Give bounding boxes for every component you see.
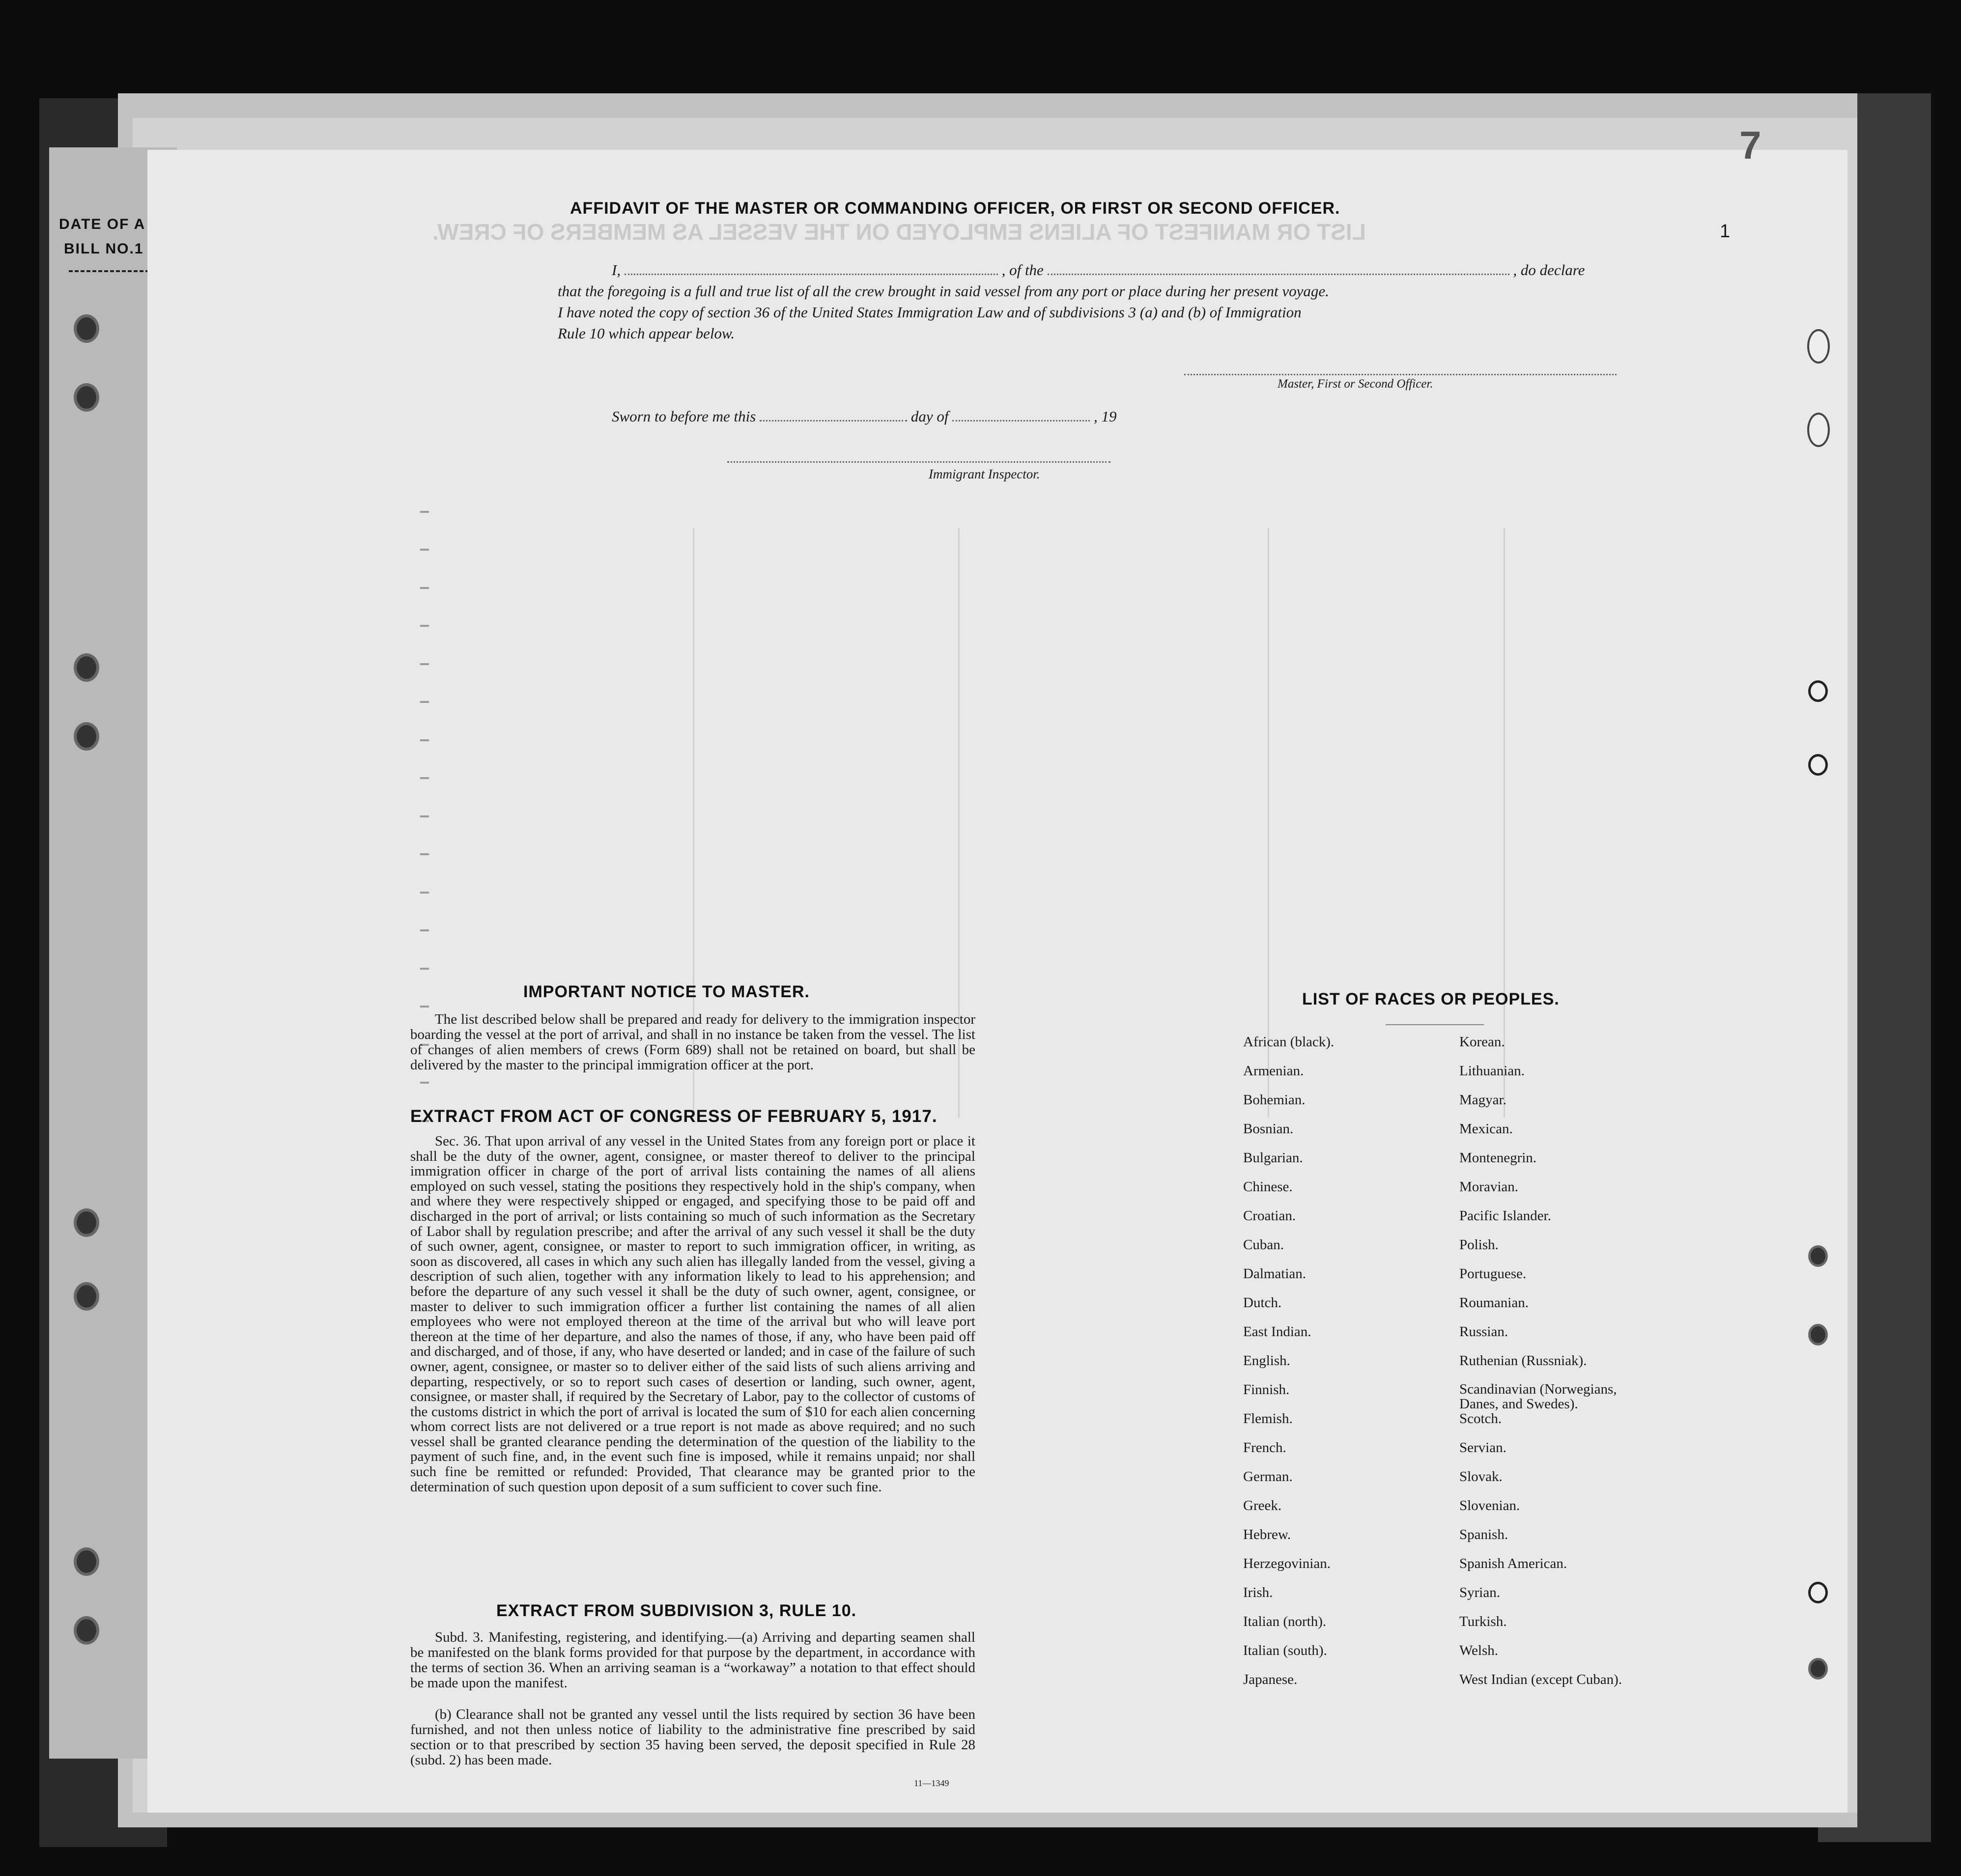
race-item: Dutch. xyxy=(1243,1295,1282,1311)
race-item: East Indian. xyxy=(1243,1324,1311,1340)
binder-hole xyxy=(74,1208,99,1237)
race-item: Dalmatian. xyxy=(1243,1266,1307,1282)
race-item: Herzegovinian. xyxy=(1243,1556,1331,1571)
ghost-row-mark xyxy=(420,701,429,703)
races-right-column xyxy=(1459,1034,1656,1701)
binder-hole xyxy=(74,722,99,751)
race-item: Syrian. xyxy=(1459,1585,1500,1600)
race-item: Turkish. xyxy=(1459,1614,1507,1629)
page-hole xyxy=(1807,329,1830,364)
page-hole xyxy=(1808,754,1828,776)
race-item: Slovenian. xyxy=(1459,1498,1520,1513)
race-item: Italian (north). xyxy=(1243,1614,1327,1629)
race-item: Scandinavian (Norwegians, Danes, and Swedes). xyxy=(1459,1381,1617,1412)
stub-label-date: DATE OF A xyxy=(59,216,146,232)
margin-scrawl: 7 xyxy=(1739,123,1762,167)
race-item: Mexican. xyxy=(1459,1121,1513,1137)
race-item: Armenian. xyxy=(1243,1063,1304,1079)
page-hole xyxy=(1808,1245,1828,1267)
ghost-row-mark xyxy=(420,929,429,931)
ghost-row-mark xyxy=(420,587,429,589)
races-title-rule xyxy=(1386,1024,1484,1025)
binder-hole xyxy=(74,653,99,682)
signature-label: Master, First or Second Officer. xyxy=(1278,377,1433,391)
ghost-row-mark xyxy=(420,892,429,894)
affidavit-line-3: I have noted the copy of section 36 of the United States Immigration Law and of subdivisions 3 (a) and (b) of Immigration xyxy=(558,304,1302,321)
ghost-row-mark xyxy=(420,1082,429,1084)
ghost-row-mark xyxy=(420,1006,429,1008)
ghost-row-mark xyxy=(420,663,429,665)
race-item: Ruthenian (Russniak). xyxy=(1459,1353,1587,1369)
race-item: Flemish. xyxy=(1243,1411,1293,1427)
affidavit-declare-label: , do declare xyxy=(1513,261,1585,279)
ghost-row-mark xyxy=(420,739,429,741)
binder-hole xyxy=(74,314,99,343)
race-item: African (black). xyxy=(1243,1034,1335,1050)
race-item: Pacific Islander. xyxy=(1459,1208,1551,1224)
race-item: Scotch. xyxy=(1459,1411,1502,1427)
race-item: Montenegrin. xyxy=(1459,1150,1537,1166)
race-item: Japanese. xyxy=(1243,1672,1298,1687)
race-item: Servian. xyxy=(1459,1440,1506,1456)
race-item: Irish. xyxy=(1243,1585,1273,1600)
race-item: Spanish American. xyxy=(1459,1556,1567,1571)
affidavit-of-the-label: , of the xyxy=(1001,261,1044,279)
race-item: Russian. xyxy=(1459,1324,1508,1340)
manifest-page xyxy=(147,123,1847,1813)
affidavit-line-2: that the foregoing is a full and true list of all the crew brought in said vessel from any port or place during her present voyage. xyxy=(558,282,1329,300)
notice-title: IMPORTANT NOTICE TO MASTER. xyxy=(523,982,810,1001)
vessel-name-blank xyxy=(1048,272,1509,275)
sworn-day-blank xyxy=(760,418,907,421)
affidavit-title: AFFIDAVIT OF THE MASTER OR COMMANDING OFFICER, OR FIRST OR SECOND OFFICER. xyxy=(570,199,1340,218)
race-item: Korean. xyxy=(1459,1034,1505,1050)
ghost-row-mark xyxy=(420,815,429,817)
race-item: Slovak. xyxy=(1459,1469,1503,1484)
ghost-row-mark xyxy=(420,549,429,551)
race-item: French. xyxy=(1243,1440,1286,1456)
race-item: Bulgarian. xyxy=(1243,1150,1303,1166)
race-item: Moravian. xyxy=(1459,1179,1518,1195)
stub-label-bill: BILL NO.1 xyxy=(64,241,144,257)
bleed-through-title: LIST OR MANIFEST OF ALIENS EMPLOYED ON THE VESSEL AS MEMBERS OF CREW. xyxy=(432,219,1366,245)
rule-subd-a: Subd. 3. Manifesting, registering, and identifying.—(a) Arriving and departing seamen shall be manifested on the blank forms provided for that purpose by the department, in accordance with the terms of section 36. When an arriving seaman is a “workaway” a notation to that effect should be made upon the manifest. xyxy=(410,1629,975,1691)
race-item: Croatian. xyxy=(1243,1208,1296,1224)
form-number: 11—1349 xyxy=(914,1778,949,1788)
binder-hole xyxy=(74,1547,99,1576)
race-item: German. xyxy=(1243,1469,1293,1484)
page-hole xyxy=(1808,1324,1828,1345)
master-name-blank xyxy=(625,272,998,275)
act-body: Sec. 36. That upon arrival of any vessel in the United States from any foreign port or place it shall be the duty of the owner, agent, consignee, or master thereof to deliver to the principal immigration officer in charge of the port of arrival lists containing the names of all aliens employed on such vessel, stating the positions they respectively hold in the ship's company, when and where they were respectively shipped or engaged, and specifying those to be paid off and discharged in the port of arrival; or lists containing so much of such information as the Secretary of Labor shall by regulation prescribe; and after the arrival of any such vessel it shall be the duty of such owner, agent, consignee, or master to report to such immigration officer, in writing, as soon as discovered, all cases in which any such alien has illegally landed from the vessel, giving a description of such alien, together with any information likely to lead to his apprehension; and before the departure of any such vessel it shall be the duty of such owner, agent, consignee, or master to deliver to such immigration officer a further list containing the names of all alien employees who were not employed thereon at the time of the arrival but who will leave port thereon at the time of her departure, and also the names of those, if any, who have been paid off and discharged, and of those, if any, who have deserted or landed; and in case of the failure of such owner, agent, consignee, or master so to deliver either of the said lists of such aliens arriving and departing, respectively, or so to report such cases of desertion or landing, such owner, agent, consignee, or master shall, if required by the Secretary of Labor, pay to the collector of customs of the customs district in which the port of arrival is located the sum of $10 for each alien concerning whom correct lists are not delivered or a true report is not made as above required; and no such vessel shall be granted clearance pending the determination of the question of the liability to the payment of such fine, and, in the event such fine is imposed, while it remains unpaid; nor shall such fine be remitted or refunded: Provided, That clearance may be granted prior to the determination of such question upon deposit of a sum sufficient to cover such fine. xyxy=(410,1133,975,1495)
act-title: EXTRACT FROM ACT OF CONGRESS OF FEBRUARY 5, 1917. xyxy=(410,1107,938,1126)
race-item: Bohemian. xyxy=(1243,1092,1306,1108)
notice-body: The list described below shall be prepared and ready for delivery to the immigration inspector boarding the vessel at the port of arrival, and shall in no instance be taken from the vessel. The list of changes of alien members of crews (Form 689) shall not be retained on board, but shall be delivered by the master to the principal immigration officer at the port. xyxy=(410,1011,975,1073)
margin-mark: 1 xyxy=(1720,221,1731,242)
day-of-label: day of xyxy=(910,408,949,425)
rule-title: EXTRACT FROM SUBDIVISION 3, RULE 10. xyxy=(496,1601,857,1620)
race-item: Portuguese. xyxy=(1459,1266,1527,1282)
binder-hole xyxy=(74,383,99,412)
binder-hole xyxy=(74,1282,99,1311)
ghost-row-mark xyxy=(420,625,429,627)
races-title: LIST OF RACES OR PEOPLES. xyxy=(1302,990,1560,1008)
race-item: Magyar. xyxy=(1459,1092,1506,1108)
page-hole xyxy=(1807,413,1830,447)
ghost-row-mark xyxy=(420,968,429,970)
race-item: Chinese. xyxy=(1243,1179,1293,1195)
ghost-row-mark xyxy=(420,777,429,779)
race-item: Spanish. xyxy=(1459,1527,1508,1542)
ghost-row-mark xyxy=(420,853,429,855)
page-hole xyxy=(1808,1582,1828,1603)
race-item: West Indian (except Cuban). xyxy=(1459,1672,1622,1687)
race-item: Italian (south). xyxy=(1243,1643,1327,1658)
binder-hole xyxy=(74,1616,99,1645)
ghost-row-mark xyxy=(420,511,429,513)
race-item: Roumanian. xyxy=(1459,1295,1529,1311)
race-item: Finnish. xyxy=(1243,1382,1290,1398)
signature-blank xyxy=(1184,372,1617,375)
ghost-column-line xyxy=(1268,528,1269,1118)
race-item: Hebrew. xyxy=(1243,1527,1291,1542)
page-hole xyxy=(1808,1658,1828,1680)
inspector-signature-blank xyxy=(727,459,1110,463)
year-label: , 19 xyxy=(1093,408,1117,425)
race-item: Greek. xyxy=(1243,1498,1282,1513)
ghost-column-line xyxy=(1504,528,1505,1118)
affidavit-line-4: Rule 10 which appear below. xyxy=(558,325,735,342)
races-left-column xyxy=(1243,1034,1334,1701)
race-item: English. xyxy=(1243,1353,1290,1369)
race-item: Welsh. xyxy=(1459,1643,1499,1658)
sworn-month-blank xyxy=(952,418,1090,421)
affidavit-i-label: I, xyxy=(612,261,621,279)
page-hole xyxy=(1808,680,1828,702)
inspector-label: Immigrant Inspector. xyxy=(929,467,1040,481)
rule-subd-b: (b) Clearance shall not be granted any vessel until the lists required by section 36 have been furnished, and not then unless notice of liability to the administrative fine prescribed by said section or to that prescribed by section 35 having been served, the deposit specified in Rule 28 (subd. 2) has been made. xyxy=(410,1707,975,1768)
race-item: Lithuanian. xyxy=(1459,1063,1525,1079)
race-item: Bosnian. xyxy=(1243,1121,1294,1137)
race-item: Cuban. xyxy=(1243,1237,1284,1253)
race-item: Polish. xyxy=(1459,1237,1499,1253)
sworn-label: Sworn to before me this xyxy=(612,408,756,425)
